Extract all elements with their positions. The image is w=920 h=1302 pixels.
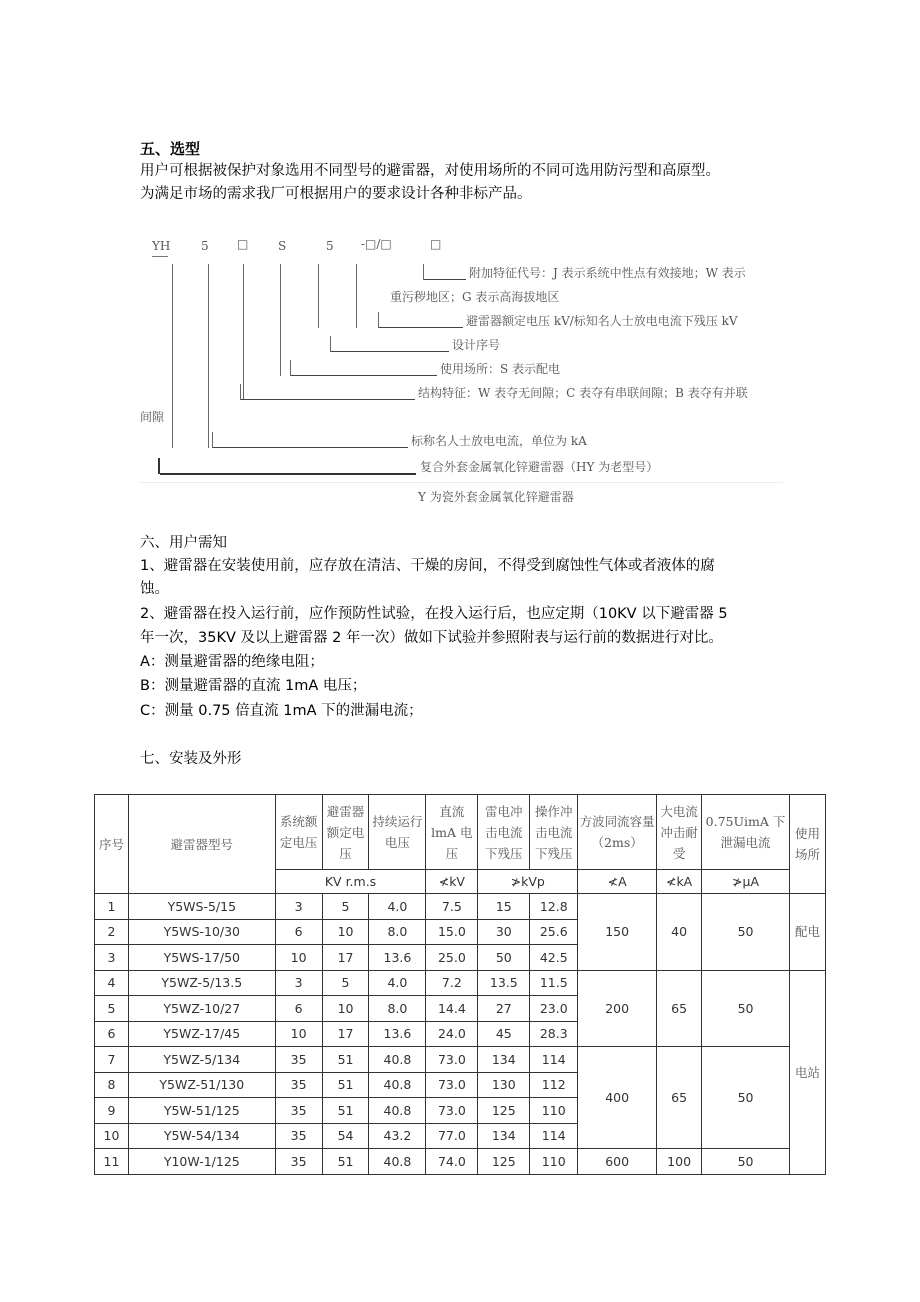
cell-seq: 8 (95, 1072, 129, 1098)
table-row (95, 894, 826, 920)
unit-le-a: ≮A (578, 870, 657, 894)
section6-title: 六、用户需知 (140, 535, 227, 551)
section6-line-2: 蚀。 (140, 581, 169, 597)
cell-switching: 112 (530, 1072, 578, 1098)
cell-dc-v: 24.0 (426, 1021, 478, 1047)
cell-switching: 25.6 (530, 919, 578, 945)
cell-sys-v: 35 (275, 1098, 322, 1124)
cell-usage: 配电 (790, 894, 826, 971)
section6-line-1: 1、避雷器在安装使用前，应存放在清洁、干燥的房间，不得受到腐蚀性气体或者液体的腐 (140, 558, 715, 574)
cell-lightning: 130 (478, 1072, 530, 1098)
cell-cont-v: 40.8 (369, 1149, 426, 1175)
header-high-current: 大电流冲击耐受 (657, 795, 702, 870)
cell-model: Y5WZ-5/134 (128, 1047, 275, 1073)
unit-ge-kvp: ≯kVp (478, 870, 578, 894)
unit-le-kv: ≮kV (426, 870, 478, 894)
cell-dc-v: 73.0 (426, 1072, 478, 1098)
cell-sys-v: 6 (275, 919, 322, 945)
cell-rated-v: 51 (322, 1098, 369, 1124)
cell-lightning: 30 (478, 919, 530, 945)
cell-seq: 4 (95, 970, 129, 996)
section5-title: 五、选型 (140, 140, 201, 158)
cell-cont-v: 13.6 (369, 1021, 426, 1047)
cell-seq: 7 (95, 1047, 129, 1073)
cell-lightning: 125 (478, 1149, 530, 1175)
cell-lightning: 27 (478, 996, 530, 1022)
header-dc-v: 直流 lmA 电压 (426, 795, 478, 870)
cell-square: 600 (578, 1149, 657, 1175)
unit-ge-ua: ≯μA (702, 870, 790, 894)
cell-leak: 50 (702, 970, 790, 1047)
cell-seq: 1 (95, 894, 129, 920)
cell-sys-v: 35 (275, 1123, 322, 1149)
cell-rated-v: 17 (322, 945, 369, 971)
header-cont-v: 持续运行电压 (369, 795, 426, 870)
cell-cont-v: 40.8 (369, 1072, 426, 1098)
cell-rated-v: 51 (322, 1149, 369, 1175)
header-switching: 操作冲击电流下残压 (530, 795, 578, 870)
cell-model: Y5W-54/134 (128, 1123, 275, 1149)
cell-switching: 114 (530, 1047, 578, 1073)
cell-rated-v: 10 (322, 996, 369, 1022)
cell-rated-v: 54 (322, 1123, 369, 1149)
cell-seq: 3 (95, 945, 129, 971)
cell-dc-v: 7.2 (426, 970, 478, 996)
cell-dc-v: 14.4 (426, 996, 478, 1022)
cell-cont-v: 4.0 (369, 970, 426, 996)
code-part-s: S (278, 239, 287, 253)
cell-rated-v: 5 (322, 970, 369, 996)
cell-model: Y5WZ-17/45 (128, 1021, 275, 1047)
cell-sys-v: 3 (275, 894, 322, 920)
cell-dc-v: 77.0 (426, 1123, 478, 1149)
cell-model: Y5W-51/125 (128, 1098, 275, 1124)
cell-rated-v: 17 (322, 1021, 369, 1047)
cell-leak: 50 (702, 894, 790, 971)
code-line-8: 标称名人士放电电流，单位为 kA (411, 434, 587, 448)
code-line-5: 使用场所：S 表示配电 (440, 362, 561, 376)
cell-cont-v: 8.0 (369, 919, 426, 945)
cell-square: 150 (578, 894, 657, 971)
section6-line-5: A：测量避雷器的绝缘电阻； (140, 654, 324, 670)
cell-dc-v: 7.5 (426, 894, 478, 920)
section6-line-3: 2、避雷器在投入运行前，应作预防性试验，在投入运行后，也应定期（10KV 以下避雷器 5 (140, 606, 728, 622)
cell-switching: 42.5 (530, 945, 578, 971)
cell-sys-v: 3 (275, 970, 322, 996)
header-sys-v: 系统额定电压 (275, 795, 322, 870)
cell-lightning: 134 (478, 1047, 530, 1073)
header-model: 避雷器型号 (128, 795, 275, 894)
cell-seq: 5 (95, 996, 129, 1022)
header-square: 方波同流容量（2ms） (578, 795, 657, 870)
cell-dc-v: 15.0 (426, 919, 478, 945)
code-line-10: Y 为瓷外套金属氧化锌避雷器 (418, 490, 574, 504)
code-part-box1: □ (237, 237, 249, 251)
cell-lightning: 50 (478, 945, 530, 971)
cell-sys-v: 6 (275, 996, 322, 1022)
cell-high-current: 65 (657, 970, 702, 1047)
cell-sys-v: 35 (275, 1047, 322, 1073)
cell-high-current: 100 (657, 1149, 702, 1175)
cell-cont-v: 4.0 (369, 894, 426, 920)
cell-seq: 6 (95, 1021, 129, 1047)
header-rated-v: 避雷器额定电压 (322, 795, 369, 870)
section6-line-7: C：测量 0.75 倍直流 1mA 下的泄漏电流； (140, 703, 423, 719)
cell-dc-v: 74.0 (426, 1149, 478, 1175)
cell-model: Y5WZ-5/13.5 (128, 970, 275, 996)
cell-switching: 12.8 (530, 894, 578, 920)
cell-seq: 11 (95, 1149, 129, 1175)
cell-square: 200 (578, 970, 657, 1047)
header-usage: 使用场所 (790, 795, 826, 894)
cell-lightning: 15 (478, 894, 530, 920)
cell-rated-v: 5 (322, 894, 369, 920)
code-line-6: 结构特征：W 表夺无间隙；C 表夺有串联间隙；B 表夺有并联 (418, 386, 748, 400)
code-line-2: 重污秽地区；G 表示高海拔地区 (390, 290, 560, 304)
cell-model: Y5WS-5/15 (128, 894, 275, 920)
cell-leak: 50 (702, 1047, 790, 1149)
cell-cont-v: 43.2 (369, 1123, 426, 1149)
cell-rated-v: 10 (322, 919, 369, 945)
code-line-3: 避雷器额定电压 kV/标知名人士放电电流下残压 kV (466, 314, 738, 328)
header-lightning: 雷电冲击电流下残压 (478, 795, 530, 870)
cell-cont-v: 13.6 (369, 945, 426, 971)
cell-usage: 电站 (790, 970, 826, 1174)
cell-sys-v: 10 (275, 945, 322, 971)
section5-para2: 为满足市场的需求我厂可根据用户的要求设计各种非标产品。 (140, 186, 532, 202)
cell-cont-v: 8.0 (369, 996, 426, 1022)
unit-le-ka: ≮kA (657, 870, 702, 894)
cell-dc-v: 73.0 (426, 1047, 478, 1073)
cell-sys-v: 35 (275, 1072, 322, 1098)
cell-switching: 110 (530, 1098, 578, 1124)
table-row (95, 1149, 826, 1175)
table-header-row (95, 795, 826, 870)
cell-rated-v: 51 (322, 1047, 369, 1073)
section6-line-4: 年一次，35KV 及以上避雷器 2 年一次）做如下试验并参照附表与运行前的数据进行对比。 (140, 630, 723, 646)
cell-rated-v: 51 (322, 1072, 369, 1098)
spec-table (94, 794, 826, 1175)
code-part-box3: □ (430, 237, 442, 251)
code-part-box2: -□/□ (361, 237, 392, 251)
cell-switching: 110 (530, 1149, 578, 1175)
header-leak: 0.75UimA 下泄漏电流 (702, 795, 790, 870)
code-line-1: 附加特征代号：J 表示系统中性点有效接地；W 表示 (469, 266, 746, 280)
cell-lightning: 45 (478, 1021, 530, 1047)
cell-seq: 9 (95, 1098, 129, 1124)
cell-sys-v: 35 (275, 1149, 322, 1175)
cell-cont-v: 40.8 (369, 1098, 426, 1124)
cell-model: Y5WZ-10/27 (128, 996, 275, 1022)
cell-model: Y5WS-10/30 (128, 919, 275, 945)
cell-seq: 10 (95, 1123, 129, 1149)
code-line-9: 复合外套金属氧化锌避雷器（HY 为老型号） (420, 460, 659, 474)
cell-switching: 11.5 (530, 970, 578, 996)
section7-title: 七、安装及外形 (140, 751, 242, 767)
cell-dc-v: 25.0 (426, 945, 478, 971)
cell-high-current: 65 (657, 1047, 702, 1149)
cell-sys-v: 10 (275, 1021, 322, 1047)
code-line-7: 间隙 (140, 410, 165, 424)
cell-seq: 2 (95, 919, 129, 945)
section6-line-6: B：测量避雷器的直流 1mA 电压； (140, 678, 367, 694)
cell-high-current: 40 (657, 894, 702, 971)
cell-square: 400 (578, 1047, 657, 1149)
code-part-5a: 5 (201, 239, 209, 253)
unit-kv-rms: KV r.m.s (275, 870, 426, 894)
table-row (95, 1047, 826, 1073)
cell-model: Y5WS-17/50 (128, 945, 275, 971)
cell-leak: 50 (702, 1149, 790, 1175)
code-part-yh: YH (152, 239, 171, 253)
table-row (95, 970, 826, 996)
cell-model: Y10W-1/125 (128, 1149, 275, 1175)
cell-lightning: 13.5 (478, 970, 530, 996)
code-part-5b: 5 (326, 239, 334, 253)
cell-switching: 114 (530, 1123, 578, 1149)
section5-para1: 用户可根据被保护对象选用不同型号的避雷器，对使用场所的不同可选用防污型和高原型。 (140, 163, 720, 179)
header-seq: 序号 (95, 795, 129, 894)
cell-switching: 23.0 (530, 996, 578, 1022)
cell-lightning: 134 (478, 1123, 530, 1149)
cell-cont-v: 40.8 (369, 1047, 426, 1073)
cell-dc-v: 73.0 (426, 1098, 478, 1124)
code-line-4: 设计序号 (452, 338, 501, 352)
cell-switching: 28.3 (530, 1021, 578, 1047)
cell-lightning: 125 (478, 1098, 530, 1124)
cell-model: Y5WZ-51/130 (128, 1072, 275, 1098)
